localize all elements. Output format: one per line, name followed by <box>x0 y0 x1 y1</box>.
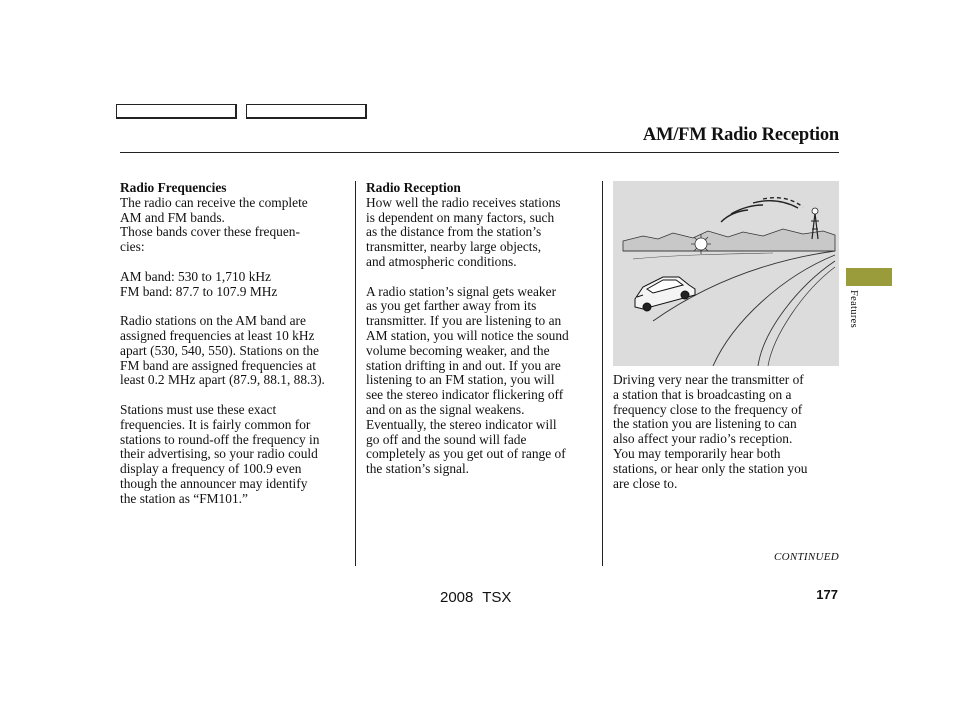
text-line: Eventually, the stereo indicator will <box>366 416 557 432</box>
text-line: a station that is broadcasting on a <box>613 386 792 402</box>
text-line: cies: <box>120 239 145 255</box>
model-label: 2008 TSX <box>440 589 512 606</box>
page-title: AM/FM Radio Reception <box>642 125 839 145</box>
text-line: the station’s signal. <box>366 461 470 477</box>
text-line: see the stereo indicator flickering off <box>366 387 564 403</box>
text-line: and on as the signal weakens. <box>366 401 525 417</box>
text-line: least 0.2 MHz apart (87.9, 88.1, 88.3). <box>120 372 325 388</box>
text-line: Those bands cover these frequen- <box>120 224 300 240</box>
nav-tab-box-2 <box>246 104 367 119</box>
illustration-background <box>613 181 839 366</box>
text-line: listening to an FM station, you will <box>366 372 555 388</box>
column-divider <box>355 181 356 566</box>
text-line: You may temporarily hear both <box>613 445 781 461</box>
text-line: Driving very near the transmitter of <box>613 372 804 387</box>
text-line: apart (530, 540, 550). Stations on the <box>120 342 319 358</box>
band-list <box>120 270 348 300</box>
text-line: completely as you get out of range of <box>366 446 566 462</box>
text-line: transmitter, nearby large objects, <box>366 239 542 255</box>
radio-reception-illustration <box>613 181 839 366</box>
fm-band-line: FM band: 87.7 to 107.9 MHz <box>120 283 278 299</box>
page-number: 177 <box>816 587 838 602</box>
section-tab-marker <box>846 268 892 286</box>
text-line: Radio stations on the AM band are <box>120 313 306 329</box>
section-label-features: Features <box>848 290 859 328</box>
text-line: and atmospheric conditions. <box>366 253 517 269</box>
text-line: stations to round-off the frequency in <box>120 431 320 447</box>
section-heading-radio-reception: Radio Reception <box>366 180 461 195</box>
text-line: assigned frequencies at least 10 kHz <box>120 327 315 343</box>
header-rule <box>120 152 839 153</box>
text-line: stations, or hear only the station you <box>613 460 808 476</box>
text-line: How well the radio receives stations <box>366 194 561 210</box>
text-line: A radio station’s signal gets weaker <box>366 283 557 299</box>
continued-label: CONTINUED <box>773 551 839 563</box>
am-band-line: AM band: 530 to 1,710 kHz <box>120 268 272 284</box>
text-line: AM station, you will notice the sound <box>366 327 569 343</box>
section-heading-radio-frequencies: Radio Frequencies <box>120 180 227 195</box>
text-line: is dependent on many factors, such <box>366 209 555 225</box>
paragraph <box>366 196 594 270</box>
text-line: AM and FM bands. <box>120 209 225 225</box>
text-line: volume becoming weaker, and the <box>366 342 550 358</box>
text-line: frequencies. It is fairly common for <box>120 416 311 432</box>
column-divider <box>602 181 603 566</box>
column-radio-frequencies <box>120 181 348 521</box>
nav-tab-box-1 <box>116 104 237 119</box>
paragraph <box>366 285 594 477</box>
column-radio-reception <box>366 181 594 492</box>
text-line: are close to. <box>613 475 678 491</box>
text-line: also affect your radio’s reception. <box>613 431 793 447</box>
text-line: station drifting in and out. If you are <box>366 357 561 373</box>
text-line: as you get farther away from its <box>366 298 537 314</box>
text-line: display a frequency of 100.9 even <box>120 461 302 477</box>
text-line: the station as “FM101.” <box>120 490 248 506</box>
illustration-svg <box>613 181 839 366</box>
sun-icon <box>691 234 711 254</box>
text-line: go off and the sound will fade <box>366 431 527 447</box>
paragraph <box>613 373 839 491</box>
text-line: their advertising, so your radio could <box>120 446 318 462</box>
text-line: though the announcer may identify <box>120 475 308 491</box>
paragraph <box>120 196 348 255</box>
paragraph <box>120 403 348 507</box>
column-interference <box>613 373 839 506</box>
text-line: FM band are assigned frequencies at <box>120 357 316 373</box>
text-line: The radio can receive the complete <box>120 194 308 210</box>
text-line: as the distance from the station’s <box>366 224 542 240</box>
text-line: frequency close to the frequency of <box>613 401 803 417</box>
text-line: Stations must use these exact <box>120 401 277 417</box>
text-line: the station you are listening to can <box>613 416 797 432</box>
text-line: transmitter. If you are listening to an <box>366 313 562 329</box>
paragraph <box>120 314 348 388</box>
